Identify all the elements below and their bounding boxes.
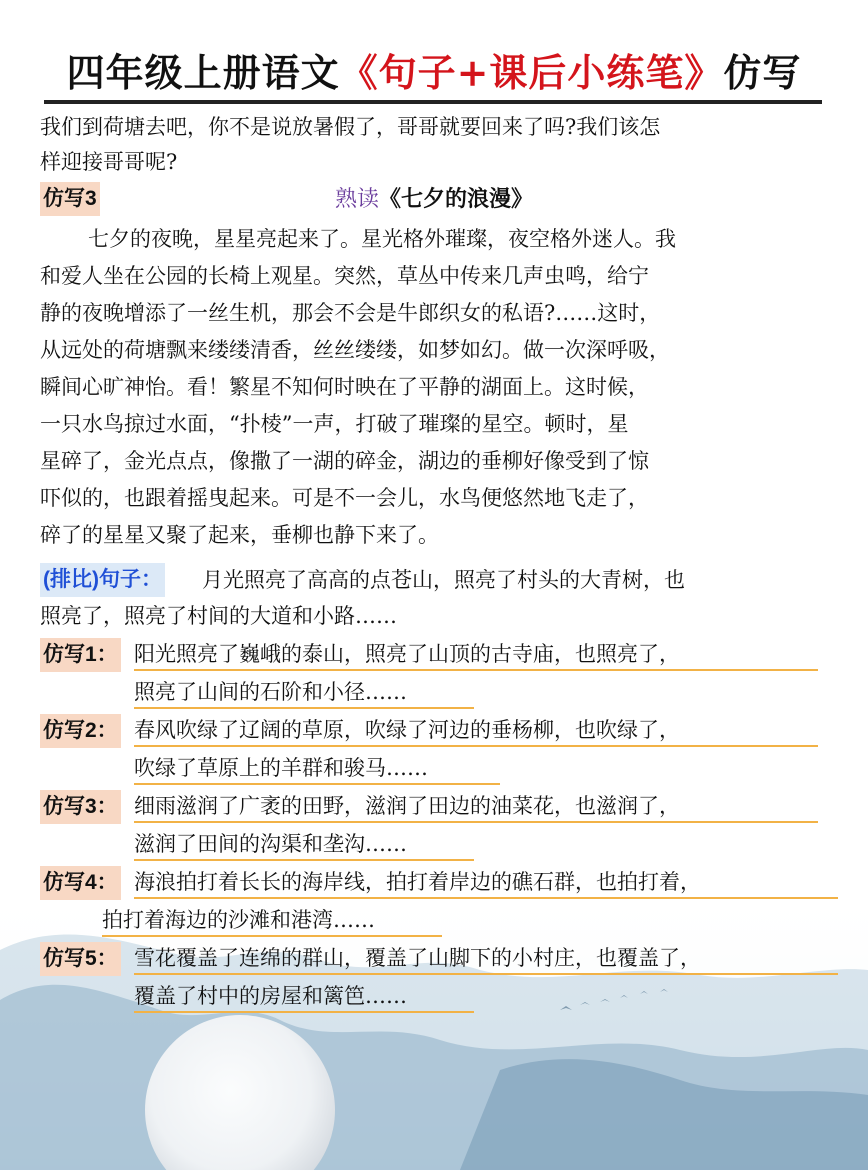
title-underline	[44, 100, 822, 104]
answer-underline	[134, 707, 474, 709]
imitation-line-1: 海浪拍打着长长的海岸线，拍打着岸边的礁石群，也拍打着，	[134, 870, 701, 894]
imitation-line-2: 照亮了山间的石阶和小径……	[134, 680, 407, 704]
passage-line: 瞬间心旷神怡。看！繁星不知何时映在了平静的湖面上。这时候，	[40, 375, 649, 399]
example-line-1: 月光照亮了高高的点苍山，照亮了村头的大青树，也	[202, 568, 685, 592]
passage-heading	[0, 180, 868, 219]
imitation-label: 仿写3：	[40, 790, 121, 824]
heading-prefix: 熟读	[334, 187, 379, 212]
answer-underline	[134, 897, 838, 899]
passage-line: 一只水鸟掠过水面，“扑棱”一声，打破了璀璨的星空。顿时，星	[40, 412, 629, 436]
answer-underline	[102, 935, 442, 937]
intro-line-2: 样迎接哥哥呢?	[40, 150, 178, 174]
intro-line-1: 我们到荷塘去吧，你不是说放暑假了，哥哥就要回来了吗?我们该怎	[40, 115, 661, 139]
title-part3: 仿写	[723, 50, 802, 95]
passage-line: 吓似的，也跟着摇曳起来。可是不一会儿，水鸟便悠然地飞走了，	[40, 486, 649, 510]
imitation-line-1: 阳光照亮了巍峨的泰山，照亮了山顶的古寺庙，也照亮了，	[134, 642, 680, 666]
title-part2: 《句子+课后小练笔》	[339, 50, 724, 95]
imitation-line-1: 细雨滋润了广袤的田野，滋润了田边的油菜花，也滋润了，	[134, 794, 680, 818]
imitation-line-2: 覆盖了村中的房屋和篱笆……	[134, 984, 407, 1008]
answer-underline	[134, 821, 818, 823]
answer-underline	[134, 973, 838, 975]
answer-underline	[134, 669, 818, 671]
passage-line: 静的夜晚增添了一丝生机，那会不会是牛郎织女的私语?……这时，	[40, 301, 661, 325]
imitation-line-2: 滋润了田间的沟渠和垄沟……	[134, 832, 407, 856]
imitation-label: 仿写2：	[40, 714, 121, 748]
answer-underline	[134, 859, 474, 861]
example-line-2: 照亮了，照亮了村间的大道和小路……	[40, 604, 397, 628]
heading-title: 《七夕的浪漫》	[379, 186, 534, 212]
imitation-line-2: 拍打着海边的沙滩和港湾……	[102, 908, 375, 932]
example-label: (排比)句子：	[40, 563, 165, 597]
passage-line: 和爱人坐在公园的长椅上观星。突然，草丛中传来几声虫鸣，给宁	[40, 264, 649, 288]
imitation-line-1: 雪花覆盖了连绵的群山，覆盖了山脚下的小村庄，也覆盖了，	[134, 946, 701, 970]
title-part1: 四年级上册语文	[66, 50, 340, 95]
imitation-line-2: 吹绿了草原上的羊群和骏马……	[134, 756, 428, 780]
answer-underline	[134, 783, 500, 785]
imitation-label: 仿写1：	[40, 638, 121, 672]
imitation-line-1: 春风吹绿了辽阔的草原，吹绿了河边的垂杨柳，也吹绿了，	[134, 718, 680, 742]
answer-underline	[134, 1011, 474, 1013]
imitation-label: 仿写5：	[40, 942, 121, 976]
passage-line: 星碎了，金光点点，像撒了一湖的碎金，湖边的垂柳好像受到了惊	[40, 449, 649, 473]
imitation-label: 仿写4：	[40, 866, 121, 900]
answer-underline	[134, 745, 818, 747]
section-label: 仿写3	[40, 182, 100, 216]
page-title	[20, 44, 848, 102]
passage-line: 七夕的夜晚，星星亮起来了。星光格外璀璨，夜空格外迷人。我	[88, 227, 676, 251]
passage-line: 碎了的星星又聚了起来，垂柳也静下来了。	[40, 523, 439, 547]
passage-line: 从远处的荷塘飘来缕缕清香，丝丝缕缕，如梦如幻。做一次深呼吸，	[40, 338, 670, 362]
